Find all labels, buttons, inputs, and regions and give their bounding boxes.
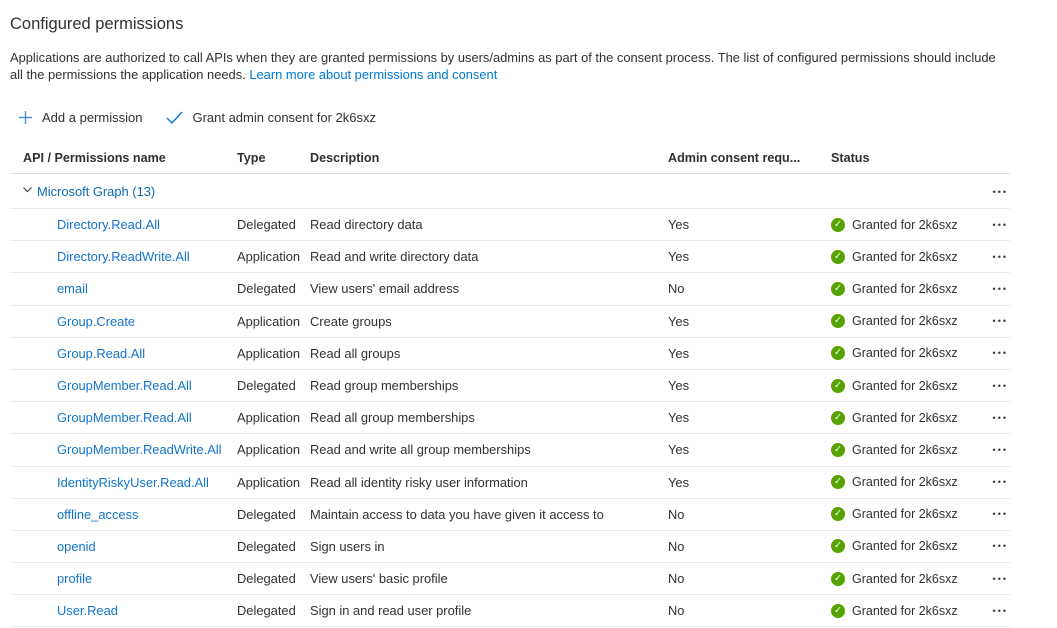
- more-options-button[interactable]: [991, 571, 1010, 588]
- granted-check-icon: ✓: [831, 346, 845, 360]
- permission-name-link[interactable]: GroupMember.Read.All: [57, 378, 192, 394]
- permission-description: Read group memberships: [310, 378, 459, 394]
- granted-check-icon: ✓: [831, 218, 845, 232]
- permission-type: Application: [237, 410, 301, 426]
- permission-name-cell: [10, 507, 237, 522]
- ellipsis-icon: •••: [992, 380, 1008, 391]
- permission-name-cell: [10, 410, 237, 425]
- toolbar: [10, 99, 1010, 135]
- ellipsis-icon: •••: [992, 251, 1008, 262]
- permission-name-link[interactable]: offline_access: [57, 506, 139, 522]
- status-text: Granted for 2k6sxz: [852, 507, 958, 522]
- table-row: [10, 499, 1010, 531]
- more-options-button[interactable]: [991, 249, 1010, 266]
- admin-consent-required-value: No: [668, 603, 685, 619]
- add-permission-label: Add a permission: [42, 109, 143, 125]
- granted-check-icon: ✓: [831, 314, 845, 328]
- ellipsis-icon: •••: [992, 412, 1008, 423]
- table-row: [10, 434, 1010, 466]
- admin-consent-required-value: Yes: [668, 410, 690, 426]
- status-cell: [831, 443, 970, 457]
- status-cell: [831, 282, 970, 296]
- more-options-button[interactable]: [991, 442, 1010, 459]
- status-cell: [831, 411, 970, 425]
- grant-admin-consent-button[interactable]: [158, 104, 386, 131]
- plus-icon: [18, 110, 33, 125]
- page-title: Configured permissions: [10, 15, 184, 33]
- admin-consent-required-value: No: [668, 281, 685, 297]
- status-cell: [831, 507, 970, 521]
- granted-check-icon: ✓: [831, 539, 845, 553]
- checkmark-icon: [166, 111, 183, 124]
- permission-name-link[interactable]: User.Read: [57, 603, 118, 619]
- admin-consent-required-value: Yes: [668, 474, 690, 490]
- table-row: [10, 563, 1010, 595]
- granted-check-icon: ✓: [831, 379, 845, 393]
- more-options-button[interactable]: [991, 538, 1010, 555]
- status-cell: [831, 539, 970, 553]
- ellipsis-icon: •••: [992, 283, 1008, 294]
- permission-name-link[interactable]: email: [57, 281, 88, 297]
- permission-name-cell: [10, 475, 237, 490]
- permission-description: Read all group memberships: [310, 410, 475, 426]
- table-row: [10, 241, 1010, 273]
- status-text: Granted for 2k6sxz: [852, 539, 958, 554]
- header-admin-consent-required[interactable]: Admin consent requ...: [668, 151, 801, 165]
- permission-type: Delegated: [237, 378, 296, 394]
- status-text: Granted for 2k6sxz: [852, 475, 958, 490]
- status-text: Granted for 2k6sxz: [852, 346, 958, 361]
- permission-type: Application: [237, 442, 301, 458]
- permission-name-link[interactable]: Group.Create: [57, 313, 136, 329]
- permission-name-link[interactable]: GroupMember.ReadWrite.All: [57, 442, 222, 458]
- status-cell: [831, 314, 970, 328]
- api-group-label: Microsoft Graph (13): [37, 183, 156, 199]
- granted-check-icon: ✓: [831, 282, 845, 296]
- more-options-button[interactable]: [991, 506, 1010, 523]
- row-menu-cell: [970, 537, 1010, 555]
- row-menu-cell: [970, 409, 1010, 427]
- row-menu-cell: [970, 505, 1010, 523]
- permission-name-link[interactable]: IdentityRiskyUser.Read.All: [57, 474, 209, 490]
- permission-name-cell: [10, 249, 237, 264]
- chevron-down-icon: [21, 183, 34, 199]
- group-menu-cell: [970, 182, 1010, 201]
- table-row: [10, 467, 1010, 499]
- granted-check-icon: ✓: [831, 443, 845, 457]
- row-menu-cell: [970, 377, 1010, 395]
- admin-consent-required-value: Yes: [668, 442, 690, 458]
- permission-type: Application: [237, 474, 301, 490]
- permission-description: Sign users in: [310, 538, 385, 554]
- status-cell: [831, 572, 970, 586]
- ellipsis-icon: •••: [992, 477, 1008, 488]
- admin-consent-required-value: Yes: [668, 345, 690, 361]
- description-text: Applications are authorized to call APIs when they are granted permissions by users/admins as part of the consent process. The list of configured permissions should include all the permissions the application needs.: [10, 50, 996, 82]
- admin-consent-required-value: No: [668, 538, 685, 554]
- api-group-row: [10, 174, 1010, 209]
- permission-name-cell: [10, 314, 237, 329]
- row-menu-cell: [970, 344, 1010, 362]
- permission-name-cell: [10, 378, 237, 393]
- table-row: [10, 209, 1010, 241]
- more-options-button[interactable]: [991, 313, 1010, 330]
- more-options-button[interactable]: [991, 474, 1010, 491]
- status-text: Granted for 2k6sxz: [852, 603, 958, 618]
- permission-type: Application: [237, 249, 301, 265]
- permission-name-link[interactable]: Group.Read.All: [57, 345, 146, 361]
- ellipsis-icon: •••: [992, 605, 1008, 616]
- granted-check-icon: ✓: [831, 572, 845, 586]
- granted-check-icon: ✓: [831, 507, 845, 521]
- permission-description: View users' email address: [310, 281, 460, 297]
- permission-description: Read and write all group memberships: [310, 442, 531, 458]
- ellipsis-icon: •••: [992, 219, 1008, 230]
- table-row: [10, 531, 1010, 563]
- table-row: [10, 370, 1010, 402]
- more-options-button[interactable]: [991, 217, 1010, 234]
- permission-name-link[interactable]: Directory.ReadWrite.All: [57, 249, 190, 265]
- row-menu-cell: [970, 570, 1010, 588]
- permission-name-link[interactable]: Directory.Read.All: [57, 217, 160, 233]
- permission-name-link[interactable]: openid: [57, 538, 96, 554]
- row-menu-cell: [970, 312, 1010, 330]
- permission-description: Read all groups: [310, 345, 401, 361]
- more-options-button[interactable]: [991, 603, 1010, 620]
- permission-description: View users' basic profile: [310, 571, 448, 587]
- table-header-row: [10, 143, 1010, 174]
- status-text: Granted for 2k6sxz: [852, 442, 958, 457]
- table-row: [10, 338, 1010, 370]
- row-menu-cell: [970, 473, 1010, 491]
- permission-type: Delegated: [237, 281, 296, 297]
- more-options-button[interactable]: [991, 378, 1010, 395]
- permission-type: Application: [237, 313, 301, 329]
- permission-name-cell: [10, 603, 237, 618]
- header-description[interactable]: Description: [310, 151, 380, 165]
- permission-description: Read all identity risky user information: [310, 474, 528, 490]
- permission-name-link[interactable]: GroupMember.Read.All: [57, 410, 192, 426]
- permission-name-cell: [10, 346, 237, 361]
- status-cell: [831, 475, 970, 489]
- status-text: Granted for 2k6sxz: [852, 281, 958, 296]
- status-text: Granted for 2k6sxz: [852, 378, 958, 393]
- row-menu-cell: [970, 280, 1010, 298]
- status-cell: [831, 346, 970, 360]
- table-row: [10, 306, 1010, 338]
- ellipsis-icon: •••: [992, 348, 1008, 359]
- permission-type: Application: [237, 345, 301, 361]
- row-menu-cell: [970, 216, 1010, 234]
- ellipsis-icon: •••: [992, 316, 1008, 327]
- add-permission-button[interactable]: [10, 104, 152, 131]
- permission-description: Create groups: [310, 313, 392, 329]
- permission-description: Sign in and read user profile: [310, 603, 472, 619]
- table-row: [10, 273, 1010, 305]
- granted-check-icon: ✓: [831, 475, 845, 489]
- permission-description: Maintain access to data you have given it access to: [310, 506, 604, 522]
- table-body: [10, 209, 1010, 627]
- granted-check-icon: ✓: [831, 604, 845, 618]
- status-text: Granted for 2k6sxz: [852, 314, 958, 329]
- page-description: [10, 49, 1010, 83]
- admin-consent-required-value: Yes: [668, 378, 690, 394]
- permission-description: Read and write directory data: [310, 249, 479, 265]
- more-options-button[interactable]: [991, 410, 1010, 427]
- ellipsis-icon: •••: [992, 509, 1008, 520]
- row-menu-cell: [970, 602, 1010, 620]
- permission-type: Delegated: [237, 217, 296, 233]
- permission-type: Delegated: [237, 571, 296, 587]
- permission-type: Delegated: [237, 603, 296, 619]
- permission-type: Delegated: [237, 506, 296, 522]
- permission-description: Read directory data: [310, 217, 423, 233]
- permission-name-cell: [10, 539, 237, 554]
- header-status[interactable]: Status: [831, 151, 870, 165]
- permission-type: Delegated: [237, 538, 296, 554]
- status-cell: [831, 218, 970, 232]
- permission-name-cell: [10, 281, 237, 296]
- status-cell: [831, 604, 970, 618]
- table-row: [10, 595, 1010, 627]
- permissions-table: [10, 143, 1010, 627]
- learn-more-link[interactable]: Learn more about permissions and consent: [249, 67, 498, 82]
- header-api-permissions-name[interactable]: API / Permissions name: [23, 151, 166, 165]
- admin-consent-required-value: No: [668, 506, 685, 522]
- ellipsis-icon: •••: [992, 186, 1008, 197]
- permission-name-cell: [10, 571, 237, 586]
- grant-admin-consent-label: Grant admin consent for 2k6sxz: [192, 109, 376, 125]
- permission-name-link[interactable]: profile: [57, 571, 93, 587]
- admin-consent-required-value: Yes: [668, 313, 690, 329]
- granted-check-icon: ✓: [831, 250, 845, 264]
- ellipsis-icon: •••: [992, 573, 1008, 584]
- ellipsis-icon: •••: [992, 444, 1008, 455]
- row-menu-cell: [970, 248, 1010, 266]
- status-text: Granted for 2k6sxz: [852, 571, 958, 586]
- status-text: Granted for 2k6sxz: [852, 249, 958, 264]
- permission-name-cell: [10, 442, 237, 457]
- row-menu-cell: [970, 441, 1010, 459]
- api-group-cell: [10, 183, 970, 199]
- permission-name-cell: [10, 217, 237, 232]
- admin-consent-required-value: Yes: [668, 249, 690, 265]
- ellipsis-icon: •••: [992, 541, 1008, 552]
- admin-consent-required-value: Yes: [668, 217, 690, 233]
- status-cell: [831, 250, 970, 264]
- header-type[interactable]: Type: [237, 151, 266, 165]
- more-options-button[interactable]: [991, 184, 1010, 201]
- more-options-button[interactable]: [991, 345, 1010, 362]
- admin-consent-required-value: No: [668, 571, 685, 587]
- status-text: Granted for 2k6sxz: [852, 217, 958, 232]
- more-options-button[interactable]: [991, 281, 1010, 298]
- status-cell: [831, 379, 970, 393]
- api-group-link[interactable]: [10, 183, 970, 199]
- granted-check-icon: ✓: [831, 411, 845, 425]
- table-row: [10, 402, 1010, 434]
- status-text: Granted for 2k6sxz: [852, 410, 958, 425]
